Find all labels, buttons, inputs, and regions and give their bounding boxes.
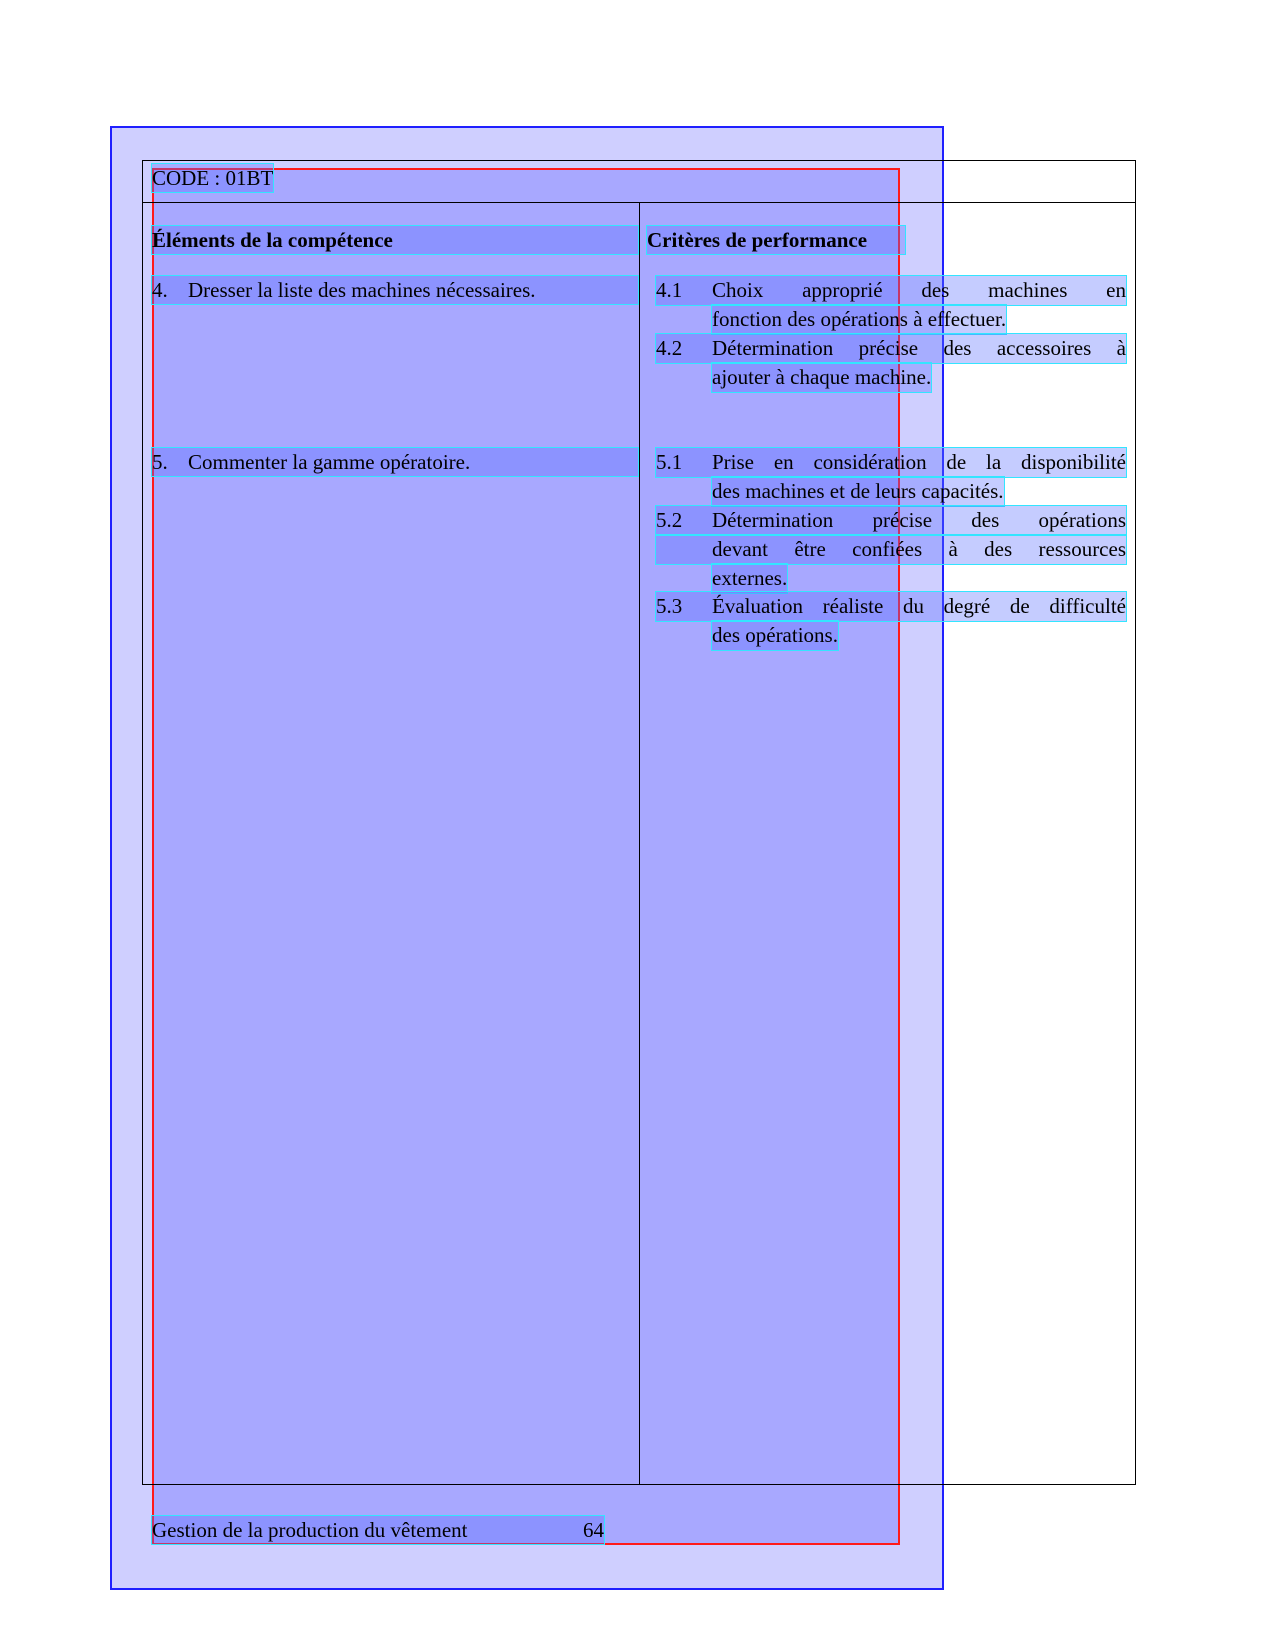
- criterion-5-1: [656, 448, 1126, 506]
- criterion-number: 5.1: [656, 450, 683, 474]
- page-number: 64: [583, 1518, 604, 1542]
- header-elements: Éléments de la compétence: [152, 226, 638, 254]
- criterion-number: 5.3: [656, 594, 683, 618]
- element-item-4: [152, 276, 638, 304]
- criterion-text-line: externes.: [712, 564, 787, 593]
- criterion-5-3: [656, 592, 1126, 650]
- criterion-text-line: des machines et de leurs capacités.: [712, 477, 1004, 506]
- criterion-number: 4.2: [656, 336, 683, 360]
- column-divider: [639, 202, 640, 1485]
- criterion-text-line: des opérations.: [712, 621, 838, 650]
- element-number: 5.: [152, 450, 168, 474]
- code-label: CODE : 01BT: [152, 166, 274, 190]
- criterion-text-line: fonction des opérations à effectuer.: [712, 305, 1006, 334]
- criterion-text-line: Détermination précise des accessoires à: [712, 336, 1126, 360]
- footer-title: Gestion de la production du vêtement: [152, 1518, 468, 1542]
- element-number: 4.: [152, 278, 168, 302]
- criterion-text-line: Prise en considération de la disponibilité: [712, 450, 1126, 474]
- page-footer: [152, 1516, 604, 1544]
- criterion-4-1: [656, 276, 1126, 334]
- criterion-5-2: [656, 506, 1126, 593]
- criterion-number: 4.1: [656, 278, 683, 302]
- criterion-4-2: [656, 334, 1126, 392]
- criterion-text-line: ajouter à chaque machine.: [712, 363, 931, 392]
- criterion-text-line: Choix approprié des machines en: [712, 278, 1126, 302]
- criterion-number: 5.2: [656, 508, 683, 532]
- header-criteria: Critères de performance: [647, 226, 905, 254]
- element-item-5: [152, 448, 638, 476]
- element-text: Dresser la liste des machines nécessaires.: [188, 278, 536, 302]
- criterion-text-line: Évaluation réaliste du degré de difficulté: [712, 594, 1126, 618]
- element-text: Commenter la gamme opératoire.: [188, 450, 471, 474]
- criterion-text-line: Détermination précise des opérations: [712, 508, 1126, 532]
- criterion-text-line: devant être confiées à des ressources: [712, 537, 1126, 561]
